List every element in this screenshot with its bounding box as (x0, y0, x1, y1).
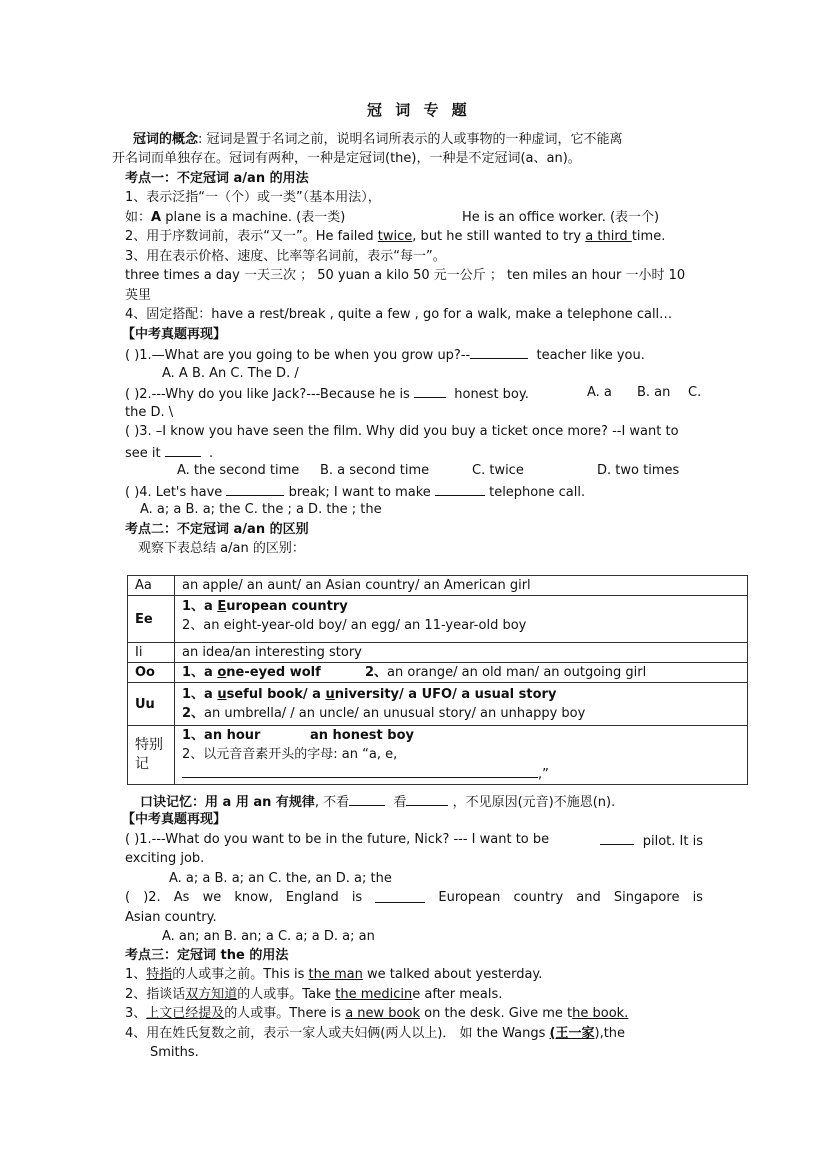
row-content: an apple/ an aunt/ an Asian country/ an American girl (175, 576, 748, 596)
answer-blank[interactable] (165, 443, 201, 457)
rev2-q1-cont: exciting job. (125, 851, 205, 866)
rev1-q2-cont: the D. \ (125, 405, 174, 420)
rev1-q2b: honest boy. (454, 387, 529, 402)
rev1-q3-cont (125, 443, 213, 463)
k1-line-2 (125, 209, 345, 227)
intro-line-2: 开名词而单独存在。冠词有两种，一种是定冠词(the)，一种是不定冠词(a、an)。 (112, 151, 581, 166)
rev1-q1-options: A. A B. An C. The D. / (162, 366, 299, 381)
k3-line-3: 3、上文已经提及的人或事。There is a new book on the desk. Give me the book. (125, 1006, 629, 1021)
k2-heading: 考点二：不定冠词 a/an 的区别 (125, 522, 309, 537)
rev1-q2a: ( )2.---Why do you like Jack?---Because he is (125, 387, 410, 402)
row-content: 1、a one-eyed wolf 2、an orange/ an old man/ an outgoing girl (175, 663, 748, 683)
k1-line-6: 英里 (125, 288, 152, 303)
rev1-q3-option-d: D. two times (597, 463, 680, 478)
k1-l3d: a third (585, 229, 632, 244)
rev1-q4b: break; I want to make (288, 485, 431, 500)
k1-line-3 (125, 228, 665, 246)
table-row (128, 596, 748, 643)
page-title: 冠 词 专 题 (367, 101, 471, 119)
k3-line-2: 2、指谈话双方知道的人或事。Take the medicine after meals. (125, 987, 503, 1002)
table-row (128, 576, 748, 596)
a-an-table (127, 575, 748, 785)
k1-heading: 考点一：不定冠词 a/an 的用法 (125, 171, 309, 186)
rev2-q2-options: A. an; an B. an; a C. a; a D. a; an (162, 929, 375, 944)
rev2-q2-cont: Asian country. (125, 910, 217, 925)
rev2-q1-options: A. a; a B. a; an C. the, an D. a; the (169, 871, 392, 886)
answer-blank[interactable] (470, 345, 528, 359)
row-key: Oo (128, 663, 175, 683)
row-content (175, 726, 748, 785)
rev1-q4-options: A. a; a B. a; the C. the ; a D. the ; the (140, 502, 382, 517)
intro-text-1: : 冠词是置于名词之前，说明名词所表示的人或事物的一种虚词，它不能离 (198, 132, 623, 147)
row-key: Ii (128, 643, 175, 663)
k3-line-5: Smiths. (150, 1045, 199, 1060)
k1-line-7: 4、固定搭配：have a rest/break , quite a few , go for a walk, make a telephone call… (125, 307, 673, 322)
rev1-q3b: see it (125, 446, 161, 461)
row-line: 2、以元音音素开头的字母: an “a, e, ,” (182, 747, 549, 782)
answer-blank[interactable] (182, 764, 538, 778)
k1-l3b: twice (377, 229, 413, 244)
mnemonic: 口诀记忆：用 a 用 an 有规律, 不看 看 ，不见原因(元音)不施恩(n). (140, 792, 615, 812)
rev2-q2: ( )2. As we know, England is European country and Singapore is (125, 890, 703, 905)
rev1-q4a: ( )4. Let's have (125, 485, 223, 500)
k1-l2b: A (151, 210, 162, 225)
answer-blank[interactable] (414, 384, 446, 398)
rev1-q3-option-a: A. the second time (177, 463, 300, 478)
rev1-q3-option-b: B. a second time (320, 463, 430, 478)
answer-blank[interactable] (600, 831, 634, 845)
rev1-q2-option-b: B. an (637, 385, 671, 400)
rev1-q4c: telephone call. (489, 485, 586, 500)
k1-l3e: time. (631, 229, 666, 244)
answer-blank[interactable] (375, 889, 425, 903)
rev1-q2-option-c: C. (688, 385, 702, 400)
rev1-q1b: teacher like you. (536, 348, 645, 363)
rev1-q3-option-c: C. twice (472, 463, 524, 478)
row-line: 1、a useful book/ a university/ a UFO/ a usual story (182, 687, 557, 702)
row-line: 1、a European country (182, 599, 348, 614)
rev1-q2 (125, 384, 529, 404)
row-line: 2、an eight-year-old boy/ an egg/ an 11-year-old boy (182, 618, 527, 633)
rev1-q1a: ( )1.—What are you going to be when you grow up?-- (125, 348, 471, 363)
table-row (128, 663, 748, 683)
rev1-q1 (125, 345, 645, 365)
rev2-heading: 【中考真题再现】 (122, 812, 227, 827)
k1-l2c: plane is a machine. (表一类) (161, 210, 346, 225)
rev1-heading: 【中考真题再现】 (122, 327, 227, 342)
k1-l2a: 如： (125, 210, 152, 225)
k3-line-4: 4、用在姓氏复数之前，表示一家人或夫妇俩(两人以上)． 如 the Wangs (王一家),the (125, 1026, 626, 1041)
k3-line-1: 1、特指的人或事之前。This is the man we talked about yesterday. (125, 967, 543, 982)
k3-heading: 考点三：定冠词 the 的用法 (125, 948, 289, 963)
row-content (175, 683, 748, 726)
answer-blank[interactable] (349, 792, 385, 806)
k1-line-1: 1、表示泛指“一（个）或一类”（基本用法）， (125, 190, 381, 205)
row-content (175, 596, 748, 643)
row-key: Aa (128, 576, 175, 596)
intro-line-1 (133, 131, 623, 149)
k1-l3c: , but he still wanted to try (412, 229, 586, 244)
k1-line-2-right: He is an office worker. (表一个) (462, 210, 660, 225)
rev1-q3: ( )3. –I know you have seen the film. Why did you buy a ticket once more? --I want to (125, 424, 679, 439)
k2-subtitle: 观察下表总结 a/an 的区别： (138, 541, 305, 556)
answer-blank[interactable] (435, 482, 485, 496)
table-row (128, 726, 748, 785)
row-key: Ee (128, 596, 175, 643)
row-key: 特别记 (128, 726, 175, 785)
rev1-q3c: . (209, 446, 214, 461)
k1-line-4: 3、用在表示价格、速度、比率等名词前，表示“每一”。 (125, 249, 446, 264)
rev1-q2-option-a: A. a (587, 385, 612, 400)
row-line: 2、an umbrella/ / an uncle/ an unusual story/ an unhappy boy (182, 706, 586, 721)
intro-label: 冠词的概念 (133, 132, 199, 147)
k1-line-5: three times a day 一天三次 ； 50 yuan a kilo 50 元一公斤 ； ten miles an hour 一小时 10 (125, 268, 686, 283)
answer-blank[interactable] (226, 482, 284, 496)
table-row (128, 683, 748, 726)
answer-blank[interactable] (406, 792, 448, 806)
row-key: Uu (128, 683, 175, 726)
rev2-q1: ( )1.---What do you want to be in the future, Nick? --- I want to be pilot. It is (125, 832, 703, 849)
table-row (128, 643, 748, 663)
rev1-q4 (125, 482, 585, 502)
k1-l3a: 2、用于序数词前，表示“又一”。He failed (125, 229, 378, 244)
row-line: 1、an hour an honest boy (182, 728, 414, 743)
row-content: an idea/an interesting story (175, 643, 748, 663)
